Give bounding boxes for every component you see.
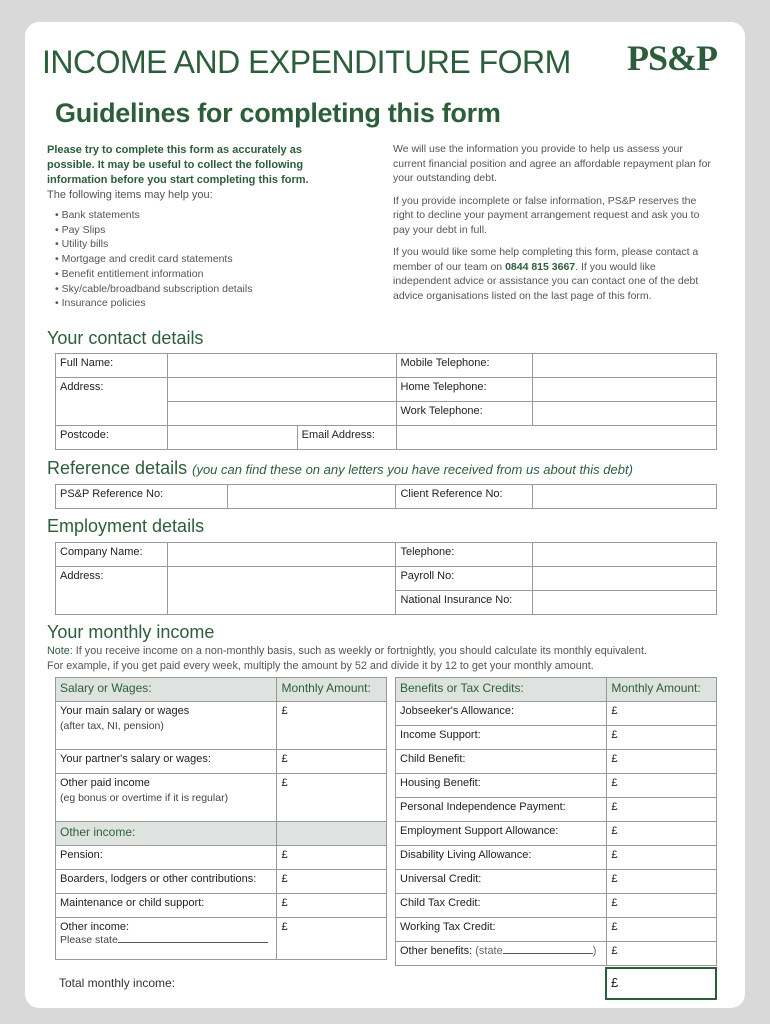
company-label: Company Name: [56, 543, 168, 567]
salary-table [55, 677, 387, 960]
benefit-label: Child Tax Credit: [396, 894, 607, 918]
employment-heading: Employment details [47, 516, 205, 536]
client-ref-label: Client Reference No: [396, 485, 533, 509]
other-benefits-text: Other benefits: [400, 945, 473, 957]
other-paid-amount[interactable]: £ [277, 774, 387, 822]
emp-address-label: Address: [56, 567, 168, 615]
benefit-amount[interactable]: £ [607, 726, 717, 750]
benefit-label: Housing Benefit: [396, 774, 607, 798]
other-benefits-line[interactable] [503, 945, 593, 954]
note-label: Note: [47, 645, 73, 657]
info-paragraph: If you provide incomplete or false information, PS&P reserves the right to decline your payment arrangement request and ask you to pay your debt in full. [393, 194, 700, 236]
main-salary-label [56, 702, 277, 750]
boarders-label: Boarders, lodgers or other contributions: [56, 870, 277, 894]
please-state-text: Please state [60, 934, 118, 946]
other-benefits-label [396, 942, 607, 966]
psp-logo: PS&P [627, 38, 717, 78]
benefit-label: Personal Independence Payment: [396, 798, 607, 822]
benefit-amount[interactable]: £ [607, 822, 717, 846]
other-paid-sub: (eg bonus or overtime if it is regular) [60, 792, 229, 804]
maintenance-label: Maintenance or child support: [56, 894, 277, 918]
full-name-label: Full Name: [56, 354, 168, 378]
info-paragraph: We will use the information you provide to help us assess your current financial position and agree an affordable repayment plan for your outstanding debt. [393, 143, 711, 184]
benefit-amount[interactable]: £ [607, 774, 717, 798]
help-intro: The following items may help you: [47, 189, 213, 201]
postcode-label: Postcode: [56, 426, 168, 450]
reference-note: (you can find these on any letters you have received from us about this debt) [192, 462, 633, 477]
help-text: . If you would like independent advice or assistance you can contact one of the debt advice organisations listed on the last page of this form. [393, 260, 699, 302]
other-income-amount[interactable]: £ [277, 918, 387, 960]
other-paid-label [56, 774, 277, 822]
employment-table [55, 542, 717, 615]
note-text-2: For example, if you get paid every week, multiply the amount by 52 and divide it by 12 to get your monthly amount. [47, 660, 594, 672]
emp-telephone-field[interactable] [533, 543, 717, 567]
benefit-label: Universal Credit: [396, 870, 607, 894]
guidelines-intro: Please try to complete this form as accurately as possible. It may be useful to collect the following information before you start completing this form. [47, 144, 309, 186]
other-paid-text: Other paid income [60, 777, 150, 789]
phone-number: 0844 815 3667 [505, 260, 576, 273]
benefit-label: Income Support: [396, 726, 607, 750]
other-benefits-amount[interactable]: £ [607, 942, 717, 966]
address-field-2[interactable] [167, 402, 396, 426]
form-page [25, 22, 745, 1008]
other-income-header-blank [277, 822, 387, 846]
benefits-table [395, 677, 717, 966]
benefit-amount[interactable]: £ [607, 894, 717, 918]
amount-header: Monthly Amount: [277, 678, 387, 702]
other-income-text: Other income: [60, 921, 130, 933]
help-items-list [55, 208, 252, 311]
please-state-line[interactable] [118, 934, 268, 943]
postcode-field[interactable] [167, 426, 297, 450]
help-paragraph [393, 245, 713, 303]
form-title: INCOME AND EXPENDITURE FORM [42, 44, 571, 80]
emp-telephone-label: Telephone: [396, 543, 533, 567]
work-field[interactable] [533, 402, 717, 426]
ni-label: National Insurance No: [396, 591, 533, 615]
contact-heading: Your contact details [47, 328, 204, 348]
other-benefits-state [475, 945, 596, 957]
address-field-1[interactable] [167, 378, 396, 402]
partner-salary-amount[interactable]: £ [277, 750, 387, 774]
state-close: ) [592, 945, 597, 957]
total-income-field[interactable]: £ [605, 967, 717, 1000]
benefit-amount[interactable]: £ [607, 918, 717, 942]
benefit-amount[interactable]: £ [607, 702, 717, 726]
boarders-amount[interactable]: £ [277, 870, 387, 894]
help-text: If you would like some help completing this form, please contact a member of our team on [393, 246, 699, 273]
work-label: Work Telephone: [396, 402, 533, 426]
payroll-field[interactable] [533, 567, 717, 591]
psp-ref-field[interactable] [227, 485, 396, 509]
list-item: • Sky/cable/broadband subscription details [55, 282, 252, 297]
full-name-field[interactable] [167, 354, 396, 378]
benefit-label: Disability Living Allowance: [396, 846, 607, 870]
benefit-label: Working Tax Credit: [396, 918, 607, 942]
home-label: Home Telephone: [396, 378, 533, 402]
psp-ref-label: PS&P Reference No: [56, 485, 228, 509]
email-field[interactable] [396, 426, 717, 450]
salary-header: Salary or Wages: [56, 678, 277, 702]
benefits-header: Benefits or Tax Credits: [396, 678, 607, 702]
main-salary-text: Your main salary or wages [60, 705, 190, 717]
state-text: (state [475, 945, 503, 957]
main-salary-sub: (after tax, NI, pension) [60, 720, 164, 732]
benefit-amount[interactable]: £ [607, 750, 717, 774]
ni-field[interactable] [533, 591, 717, 615]
guidelines-heading: Guidelines for completing this form [55, 98, 501, 128]
list-item: • Bank statements [55, 208, 252, 223]
benefit-amount[interactable]: £ [607, 870, 717, 894]
income-heading: Your monthly income [47, 622, 215, 642]
list-item: • Benefit entitlement information [55, 267, 252, 282]
mobile-field[interactable] [533, 354, 717, 378]
benefit-amount[interactable]: £ [607, 798, 717, 822]
please-state [60, 934, 272, 946]
list-item: • Mortgage and credit card statements [55, 252, 252, 267]
pension-label: Pension: [56, 846, 277, 870]
pension-amount[interactable]: £ [277, 846, 387, 870]
reference-heading-text: Reference details [47, 458, 188, 478]
guidelines-right-column [393, 142, 713, 311]
payroll-label: Payroll No: [396, 567, 533, 591]
client-ref-field[interactable] [533, 485, 717, 509]
main-salary-amount[interactable]: £ [277, 702, 387, 750]
contact-table [55, 353, 717, 450]
total-income-label: Total monthly income: [59, 976, 176, 990]
other-income-header: Other income: [56, 822, 277, 846]
benefits-amount-header: Monthly Amount: [607, 678, 717, 702]
other-income-label [56, 918, 277, 960]
partner-salary-label: Your partner's salary or wages: [56, 750, 277, 774]
emp-address-field[interactable] [167, 567, 396, 615]
benefit-label: Child Benefit: [396, 750, 607, 774]
note-text: If you receive income on a non-monthly basis, such as weekly or fortnightly, you should calculate its monthly equivalent. [72, 645, 647, 657]
list-item: • Pay Slips [55, 223, 252, 238]
email-label: Email Address: [297, 426, 396, 450]
company-field[interactable] [167, 543, 396, 567]
benefit-label: Jobseeker's Allowance: [396, 702, 607, 726]
reference-table [55, 484, 717, 509]
benefit-label: Employment Support Allowance: [396, 822, 607, 846]
reference-heading [47, 458, 633, 479]
benefit-amount[interactable]: £ [607, 846, 717, 870]
maintenance-amount[interactable]: £ [277, 894, 387, 918]
list-item: • Utility bills [55, 237, 252, 252]
list-item: • Insurance policies [55, 296, 252, 311]
address-label: Address: [56, 378, 168, 426]
mobile-label: Mobile Telephone: [396, 354, 533, 378]
home-field[interactable] [533, 378, 717, 402]
income-note [47, 644, 647, 674]
